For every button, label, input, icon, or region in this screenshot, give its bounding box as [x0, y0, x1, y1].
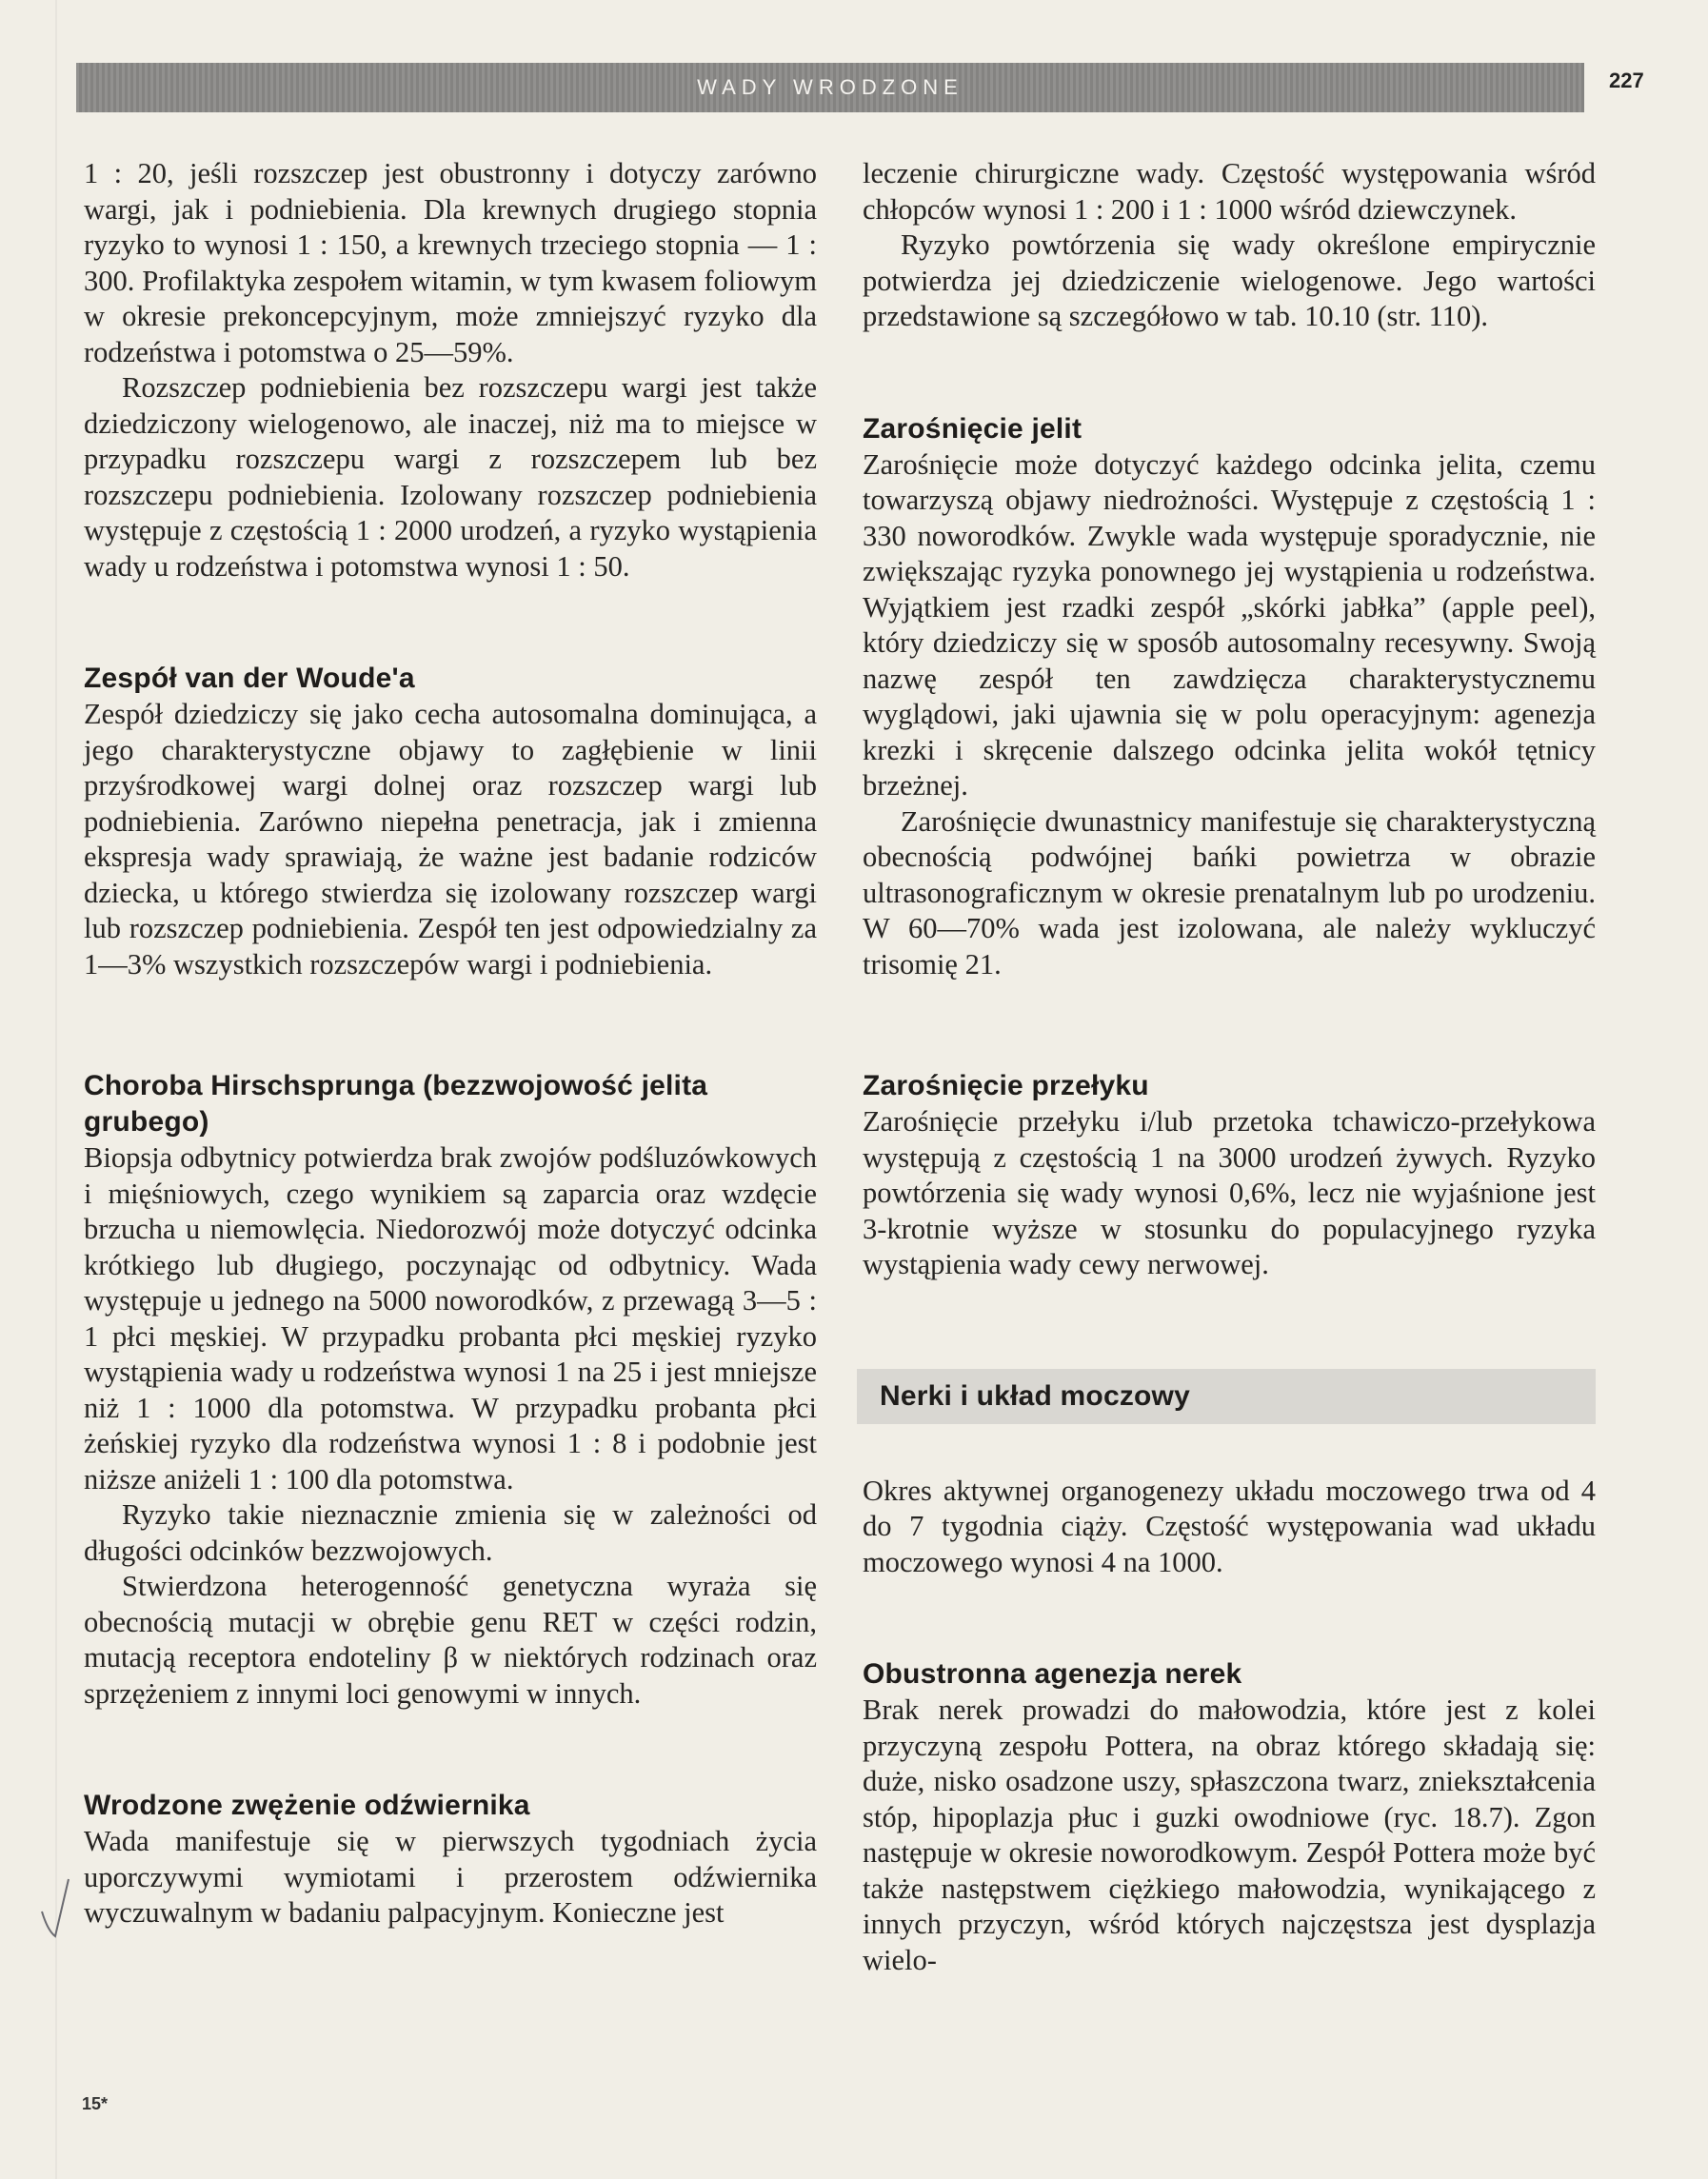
chapter-section-band	[857, 1369, 1596, 1424]
paragraph: Wada manifestuje się w pierwszych tygodniach życia uporczywymi wymiotami i przerostem odźwiernika wyczuwalnym w badaniu palpacyjnym. Konieczne jest	[84, 1825, 817, 1929]
paragraph: Brak nerek prowadzi do małowodzia, które jest z kolei przyczyną zespołu Pottera, na obraz którego składają się: duże, nisko osadzone uszy, spłaszczona twarz, zniekształcenia stóp, hipoplazja płuc i guzki owodniowe (ryc. 18.7). Zgon następuje w okresie noworodkowym. Zespół Pottera może być także następstwem ciężkiego małowodzia, wynikającego z innych przyczyn, wśród których najczęstsza jest dysplazja wielo-	[863, 1694, 1596, 1976]
signature-mark: 15*	[82, 2094, 109, 2113]
page-edge-shadow	[55, 0, 57, 2179]
paragraph: Zespół dziedziczy się jako cecha autosomalna dominująca, a jego charakterystyczne objawy to zagłębienie w linii przyśrodkowej wargi dolnej oraz rozszczep wargi lub podniebienia. Zarówno niepełna penetracja, jak i zmienna ekspresja wady sprawiają, że ważne jest badanie rodziców dziecka, u którego stwierdza się izolowany rozszczep wargi lub rozszczep podniebienia. Zespół ten jest odpowiedzialny za 1—3% wszystkich rozszczepów wargi i podniebienia.	[84, 698, 817, 981]
paragraph: Ryzyko powtórzenia się wady określone empirycznie potwierdza jej dziedziczenie wielogenowe. Jego wartości przedstawione są szczegółowo w tab. 10.10 (str. 110).	[863, 228, 1596, 332]
section-heading: Choroba Hirschsprunga (bezzwojowość jelita grubego)	[84, 1070, 708, 1138]
paragraph: Zarośnięcie przełyku i/lub przetoka tchawiczo-przełykowa występują z częstością 1 na 3000 urodzeń żywych. Ryzyko powtórzenia się wady wynosi 0,6%, lecz nie wyjaśnione jest 3-krotnie wyższe w stosunku do populacyjnego ryzyka wystąpienia wady cewy nerwowej.	[863, 1105, 1596, 1280]
handwritten-pen-mark	[36, 1873, 74, 1942]
chapter-section-heading: Nerki i układ moczowy	[880, 1379, 1190, 1412]
left-column	[84, 156, 817, 1931]
paragraph: Biopsja odbytnicy potwierdza brak zwojów podśluzówkowych i mięśniowych, czego wynikiem są zaparcia oraz wzdęcie brzucha u niemowlęcia. Niedorozwój może dotyczyć odcinka krótkiego lub długiego, poczynając od odbytnicy. Wada występuje u jednego na 5000 noworodków, z przewagą 3—5 : 1 płci męskiej. W przypadku probanta płci męskiej ryzyko wystąpienia wady u rodzeństwa wynosi 1 na 25 i jest mniejsze niż 1 : 1000 dla potomstwa. W przypadku probanta płci żeńskiej ryzyko dla rodzeństwa wynosi 1 : 8 i podobnie jest niższe aniżeli 1 : 100 dla potomstwa.	[84, 1141, 817, 1496]
section-heading: Wrodzone zwężenie odźwiernika	[84, 1790, 530, 1821]
paragraph: Zarośnięcie dwunastnicy manifestuje się charakterystyczną obecnością podwójnej bańki powietrza w obrazie ultrasonograficznym w okresie prenatalnym lub po urodzeniu. W 60—70% wada jest izolowana, ale należy wykluczyć trisomię 21.	[863, 804, 1596, 981]
paragraph: Ryzyko takie nieznacznie zmienia się w zależności od długości odcinków bezzwojowych.	[84, 1498, 817, 1567]
section-heading: Zespół van der Woude'a	[84, 663, 415, 694]
paragraph: 1 : 20, jeśli rozszczep jest obustronny i dotyczy zarówno wargi, jak i podniebienia. Dla krewnych drugiego stopnia ryzyko to wynosi 1 : 150, a krewnych trzeciego stopnia — 1 : 300. Profilaktyka zespołem witamin, w tym kwasem foliowym w okresie prekoncepcyjnym, może zmniejszyć ryzyko dla rodzeństwa i potomstwa o 25—59%.	[84, 157, 817, 368]
right-column	[863, 156, 1596, 1978]
paragraph: Stwierdzona heterogenność genetyczna wyraża się obecnością mutacji w obrębie genu RET w części rodzin, mutacją receptora endoteliny β w niektórych rodzinach oraz sprzężeniem z innymi loci genowymi w innych.	[84, 1570, 817, 1710]
paragraph: Rozszczep podniebienia bez rozszczepu wargi jest także dziedziczony wielogenowo, ale inaczej, niż ma to miejsce w przypadku rozszczepu wargi z rozszczepem lub bez rozszczepu podniebienia. Izolowany rozszczep podniebienia występuje z częstością 1 : 2000 urodzeń, a ryzyko wystąpienia wady u rodzeństwa i potomstwa wynosi 1 : 50.	[84, 371, 817, 583]
paragraph: Okres aktywnej organogenezy układu moczowego trwa od 4 do 7 tygodnia ciąży. Częstość występowania wad układu moczowego wynosi 4 na 1000.	[863, 1474, 1596, 1578]
page-number: 227	[1609, 69, 1644, 92]
running-header	[76, 63, 1584, 112]
paragraph: leczenie chirurgiczne wady. Częstość występowania wśród chłopców wynosi 1 : 200 i 1 : 1000 wśród dziewczynek.	[863, 157, 1596, 226]
paragraph: Zarośnięcie może dotyczyć każdego odcinka jelita, czemu towarzyszą objawy niedrożności. Występuje z częstością 1 : 330 noworodków. Zwykle wada występuje sporadycznie, nie zwiększając ryzyka ponownego jej wystąpienia u rodzeństwa. Wyjątkiem jest rzadki zespół „skórki jabłka” (apple peel), który dziedziczy się w sposób autosomalny recesywny. Swoją nazwę zespół ten zawdzięcza charakterystycznemu wyglądowi, jaki ujawnia się w polu operacyjnym: agenezja krezki i skręcenie dalszego odcinka jelita wokół tętnicy brzeżnej.	[863, 447, 1596, 802]
section-heading: Zarośnięcie jelit	[863, 412, 1082, 445]
section-heading: Zarośnięcie przełyku	[863, 1070, 1149, 1101]
running-header-title: WADY WRODZONE	[697, 75, 963, 99]
section-heading: Obustronna agenezja nerek	[863, 1658, 1242, 1690]
